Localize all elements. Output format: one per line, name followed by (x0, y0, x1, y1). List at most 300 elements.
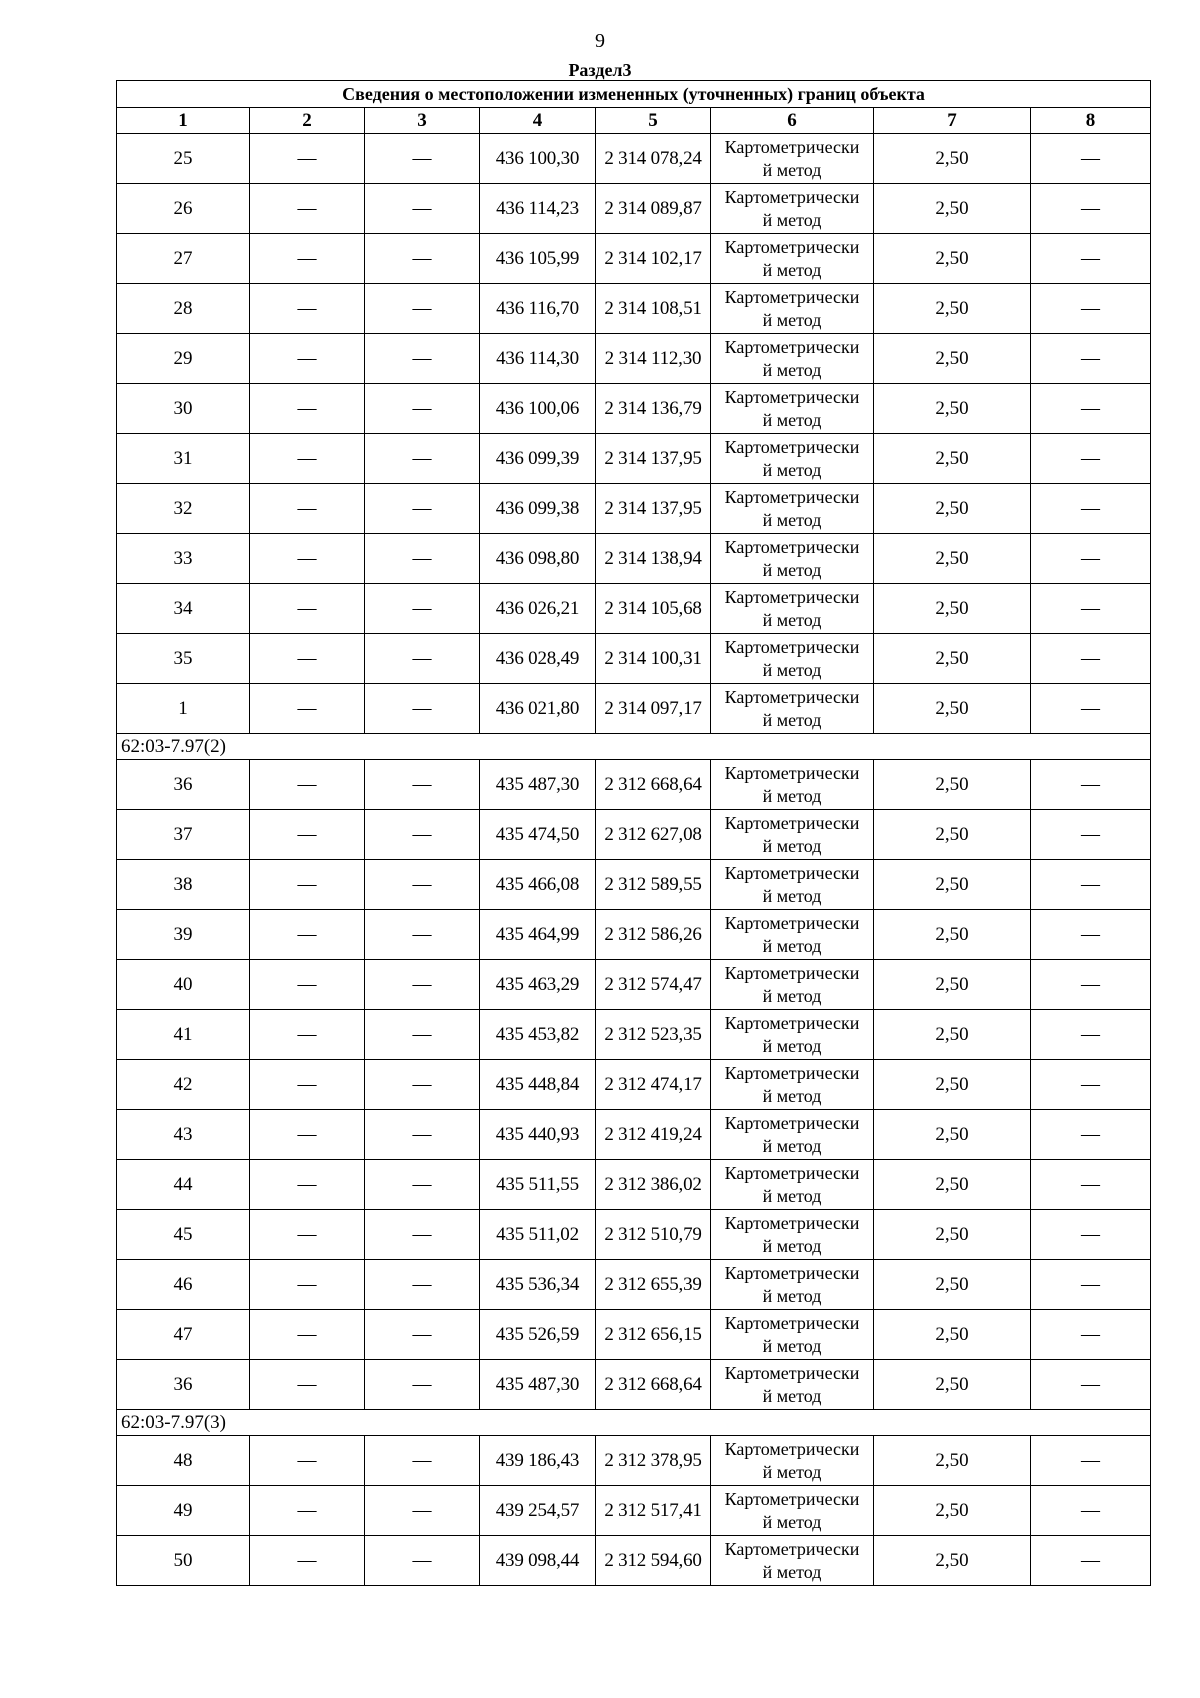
dash-cell: — (1031, 584, 1151, 634)
dash-cell: — (250, 134, 365, 184)
dash-cell: — (250, 634, 365, 684)
method-line-1: Картометрически (724, 636, 860, 657)
table-row (117, 1310, 1151, 1360)
dash-cell: — (365, 1110, 480, 1160)
accuracy-cell: 2,50 (874, 1110, 1031, 1160)
table-row (117, 334, 1151, 384)
point-number-cell: 36 (117, 760, 250, 810)
table-row (117, 1010, 1151, 1060)
table-row (117, 434, 1151, 484)
point-number-cell: 35 (117, 634, 250, 684)
dash-cell: — (250, 184, 365, 234)
method-line-2: й метод (762, 1235, 822, 1256)
method-line-1: Картометрически (724, 386, 860, 407)
coordinate-y-cell: 2 312 419,24 (596, 1110, 711, 1160)
dash-cell: — (365, 584, 480, 634)
dash-cell: — (365, 1436, 480, 1486)
dash-cell: — (1031, 334, 1151, 384)
accuracy-cell: 2,50 (874, 584, 1031, 634)
column-number-row (117, 108, 1151, 134)
accuracy-cell: 2,50 (874, 860, 1031, 910)
method-line-2: й метод (762, 935, 822, 956)
accuracy-cell: 2,50 (874, 1436, 1031, 1486)
dash-cell: — (1031, 1160, 1151, 1210)
coordinate-y-cell: 2 314 105,68 (596, 584, 711, 634)
method-line-2: й метод (762, 509, 822, 530)
table-row (117, 134, 1151, 184)
dash-cell: — (250, 484, 365, 534)
method-cell (711, 1360, 874, 1410)
column-number-3: 3 (365, 108, 480, 134)
dash-cell: — (250, 584, 365, 634)
dash-cell: — (250, 1486, 365, 1536)
method-cell (711, 1110, 874, 1160)
table-row (117, 1536, 1151, 1586)
dash-cell: — (1031, 1436, 1151, 1486)
method-cell (711, 1160, 874, 1210)
dash-cell: — (1031, 810, 1151, 860)
accuracy-cell: 2,50 (874, 434, 1031, 484)
accuracy-cell: 2,50 (874, 810, 1031, 860)
method-line-2: й метод (762, 209, 822, 230)
method-cell (711, 484, 874, 534)
dash-cell: — (1031, 134, 1151, 184)
method-line-1: Картометрически (724, 1162, 860, 1183)
dash-cell: — (365, 960, 480, 1010)
table-row (117, 584, 1151, 634)
table-row (117, 1360, 1151, 1410)
dash-cell: — (1031, 1536, 1151, 1586)
coordinate-y-cell: 2 314 137,95 (596, 434, 711, 484)
coordinate-y-cell: 2 312 656,15 (596, 1310, 711, 1360)
method-line-2: й метод (762, 459, 822, 480)
method-line-2: й метод (762, 1561, 822, 1582)
coordinate-y-cell: 2 314 097,17 (596, 684, 711, 734)
method-line-2: й метод (762, 609, 822, 630)
column-number-6: 6 (711, 108, 874, 134)
coordinate-y-cell: 2 314 102,17 (596, 234, 711, 284)
dash-cell: — (250, 284, 365, 334)
point-number-cell: 36 (117, 1360, 250, 1410)
method-line-1: Картометрически (724, 286, 860, 307)
method-line-2: й метод (762, 659, 822, 680)
coordinate-x-cell: 436 100,06 (480, 384, 596, 434)
point-number-cell: 49 (117, 1486, 250, 1536)
accuracy-cell: 2,50 (874, 1260, 1031, 1310)
coordinate-x-cell: 439 254,57 (480, 1486, 596, 1536)
dash-cell: — (1031, 1310, 1151, 1360)
dash-cell: — (1031, 634, 1151, 684)
group-label: 62:03-7.97(2) (117, 734, 1151, 760)
accuracy-cell: 2,50 (874, 1060, 1031, 1110)
coordinate-x-cell: 435 448,84 (480, 1060, 596, 1110)
dash-cell: — (1031, 284, 1151, 334)
dash-cell: — (1031, 910, 1151, 960)
coordinate-x-cell: 436 105,99 (480, 234, 596, 284)
accuracy-cell: 2,50 (874, 534, 1031, 584)
point-number-cell: 33 (117, 534, 250, 584)
accuracy-cell: 2,50 (874, 284, 1031, 334)
page-number: 9 (595, 30, 605, 52)
dash-cell: — (250, 434, 365, 484)
coordinate-y-cell: 2 312 574,47 (596, 960, 711, 1010)
column-number-8: 8 (1031, 108, 1151, 134)
coordinate-x-cell: 435 526,59 (480, 1310, 596, 1360)
method-line-2: й метод (762, 1461, 822, 1482)
table-caption: Сведения о местоположении измененных (уточненных) границ объекта (117, 81, 1151, 108)
method-line-1: Картометрически (724, 486, 860, 507)
table-row (117, 684, 1151, 734)
method-line-2: й метод (762, 785, 822, 806)
method-line-1: Картометрически (724, 686, 860, 707)
method-line-1: Картометрически (724, 762, 860, 783)
dash-cell: — (365, 1536, 480, 1586)
dash-cell: — (365, 1360, 480, 1410)
coordinate-y-cell: 2 314 112,30 (596, 334, 711, 384)
dash-cell: — (250, 684, 365, 734)
dash-cell: — (1031, 484, 1151, 534)
point-number-cell: 48 (117, 1436, 250, 1486)
method-line-1: Картометрически (724, 186, 860, 207)
dash-cell: — (250, 810, 365, 860)
point-number-cell: 45 (117, 1210, 250, 1260)
table-row (117, 910, 1151, 960)
coordinate-x-cell: 439 098,44 (480, 1536, 596, 1586)
method-cell (711, 284, 874, 334)
coordinate-x-cell: 435 536,34 (480, 1260, 596, 1310)
method-cell (711, 434, 874, 484)
point-number-cell: 27 (117, 234, 250, 284)
method-cell (711, 1536, 874, 1586)
method-cell (711, 1310, 874, 1360)
point-number-cell: 46 (117, 1260, 250, 1310)
method-line-1: Картометрически (724, 436, 860, 457)
method-cell (711, 334, 874, 384)
method-line-2: й метод (762, 1085, 822, 1106)
point-number-cell: 38 (117, 860, 250, 910)
dash-cell: — (250, 334, 365, 384)
column-number-2: 2 (250, 108, 365, 134)
dash-cell: — (250, 1360, 365, 1410)
dash-cell: — (365, 810, 480, 860)
point-number-cell: 32 (117, 484, 250, 534)
dash-cell: — (1031, 1486, 1151, 1536)
dash-cell: — (365, 1010, 480, 1060)
accuracy-cell: 2,50 (874, 334, 1031, 384)
table-row (117, 860, 1151, 910)
method-cell (711, 810, 874, 860)
dash-cell: — (1031, 234, 1151, 284)
dash-cell: — (365, 1210, 480, 1260)
accuracy-cell: 2,50 (874, 684, 1031, 734)
dash-cell: — (365, 860, 480, 910)
accuracy-cell: 2,50 (874, 384, 1031, 434)
coordinate-y-cell: 2 314 078,24 (596, 134, 711, 184)
method-line-1: Картометрически (724, 1112, 860, 1133)
dash-cell: — (1031, 534, 1151, 584)
group-row (117, 734, 1151, 760)
dash-cell: — (365, 134, 480, 184)
method-cell (711, 1436, 874, 1486)
coordinate-x-cell: 435 511,55 (480, 1160, 596, 1210)
table-row (117, 1486, 1151, 1536)
accuracy-cell: 2,50 (874, 960, 1031, 1010)
dash-cell: — (365, 384, 480, 434)
method-line-1: Картометрически (724, 1438, 860, 1459)
column-number-4: 4 (480, 108, 596, 134)
dash-cell: — (250, 860, 365, 910)
accuracy-cell: 2,50 (874, 184, 1031, 234)
accuracy-cell: 2,50 (874, 634, 1031, 684)
dash-cell: — (1031, 684, 1151, 734)
method-line-2: й метод (762, 1035, 822, 1056)
coordinate-x-cell: 436 098,80 (480, 534, 596, 584)
method-cell (711, 584, 874, 634)
method-cell (711, 234, 874, 284)
dash-cell: — (1031, 434, 1151, 484)
dash-cell: — (365, 1310, 480, 1360)
table-row (117, 484, 1151, 534)
coordinate-x-cell: 436 114,30 (480, 334, 596, 384)
dash-cell: — (1031, 960, 1151, 1010)
method-line-2: й метод (762, 409, 822, 430)
accuracy-cell: 2,50 (874, 1210, 1031, 1260)
dash-cell: — (365, 684, 480, 734)
accuracy-cell: 2,50 (874, 1160, 1031, 1210)
table-row (117, 184, 1151, 234)
table-row (117, 284, 1151, 334)
accuracy-cell: 2,50 (874, 1486, 1031, 1536)
dash-cell: — (250, 1536, 365, 1586)
method-line-2: й метод (762, 1511, 822, 1532)
coordinate-y-cell: 2 312 668,64 (596, 1360, 711, 1410)
method-line-2: й метод (762, 1285, 822, 1306)
dash-cell: — (250, 1310, 365, 1360)
method-cell (711, 134, 874, 184)
method-line-2: й метод (762, 709, 822, 730)
method-line-1: Картометрически (724, 1362, 860, 1383)
dash-cell: — (250, 1060, 365, 1110)
method-cell (711, 1210, 874, 1260)
dash-cell: — (1031, 384, 1151, 434)
point-number-cell: 37 (117, 810, 250, 860)
method-line-2: й метод (762, 359, 822, 380)
accuracy-cell: 2,50 (874, 1536, 1031, 1586)
point-number-cell: 40 (117, 960, 250, 1010)
coordinate-x-cell: 439 186,43 (480, 1436, 596, 1486)
dash-cell: — (365, 1486, 480, 1536)
coordinate-y-cell: 2 314 138,94 (596, 534, 711, 584)
coordinate-x-cell: 436 099,39 (480, 434, 596, 484)
coordinate-y-cell: 2 312 517,41 (596, 1486, 711, 1536)
method-line-2: й метод (762, 1385, 822, 1406)
dash-cell: — (365, 184, 480, 234)
dash-cell: — (365, 334, 480, 384)
dash-cell: — (365, 634, 480, 684)
coordinate-y-cell: 2 314 136,79 (596, 384, 711, 434)
method-line-1: Картометрически (724, 862, 860, 883)
coordinate-y-cell: 2 312 655,39 (596, 1260, 711, 1310)
coordinate-y-cell: 2 312 589,55 (596, 860, 711, 910)
method-cell (711, 1486, 874, 1536)
coordinate-x-cell: 435 511,02 (480, 1210, 596, 1260)
point-number-cell: 41 (117, 1010, 250, 1060)
coordinate-y-cell: 2 312 627,08 (596, 810, 711, 860)
point-number-cell: 42 (117, 1060, 250, 1110)
accuracy-cell: 2,50 (874, 234, 1031, 284)
column-number-5: 5 (596, 108, 711, 134)
table-row (117, 1060, 1151, 1110)
coordinate-y-cell: 2 314 089,87 (596, 184, 711, 234)
dash-cell: — (250, 1160, 365, 1210)
coordinate-x-cell: 435 474,50 (480, 810, 596, 860)
table-row (117, 234, 1151, 284)
column-number-1: 1 (117, 108, 250, 134)
table-row (117, 760, 1151, 810)
dash-cell: — (1031, 860, 1151, 910)
accuracy-cell: 2,50 (874, 1360, 1031, 1410)
dash-cell: — (365, 1160, 480, 1210)
accuracy-cell: 2,50 (874, 134, 1031, 184)
coordinate-y-cell: 2 312 378,95 (596, 1436, 711, 1486)
accuracy-cell: 2,50 (874, 1010, 1031, 1060)
dash-cell: — (365, 1260, 480, 1310)
dash-cell: — (365, 760, 480, 810)
table-row (117, 1160, 1151, 1210)
method-line-1: Картометрически (724, 1062, 860, 1083)
method-cell (711, 1010, 874, 1060)
accuracy-cell: 2,50 (874, 1310, 1031, 1360)
table-row (117, 1260, 1151, 1310)
method-cell (711, 1260, 874, 1310)
coordinate-x-cell: 436 026,21 (480, 584, 596, 634)
coordinate-x-cell: 436 028,49 (480, 634, 596, 684)
dash-cell: — (1031, 1110, 1151, 1160)
point-number-cell: 34 (117, 584, 250, 634)
coordinate-y-cell: 2 312 586,26 (596, 910, 711, 960)
coordinate-x-cell: 436 099,38 (480, 484, 596, 534)
method-cell (711, 1060, 874, 1110)
coordinate-x-cell: 435 487,30 (480, 1360, 596, 1410)
dash-cell: — (1031, 1210, 1151, 1260)
table-row (117, 1436, 1151, 1486)
point-number-cell: 1 (117, 684, 250, 734)
coordinate-x-cell: 435 440,93 (480, 1110, 596, 1160)
dash-cell: — (250, 384, 365, 434)
point-number-cell: 26 (117, 184, 250, 234)
method-line-2: й метод (762, 885, 822, 906)
method-line-1: Картометрически (724, 812, 860, 833)
dash-cell: — (250, 910, 365, 960)
method-cell (711, 634, 874, 684)
coordinate-x-cell: 435 463,29 (480, 960, 596, 1010)
dash-cell: — (1031, 1360, 1151, 1410)
method-line-2: й метод (762, 259, 822, 280)
method-line-1: Картометрически (724, 1312, 860, 1333)
accuracy-cell: 2,50 (874, 484, 1031, 534)
coordinate-y-cell: 2 312 668,64 (596, 760, 711, 810)
table-row (117, 634, 1151, 684)
method-line-1: Картометрически (724, 1262, 860, 1283)
group-row (117, 1410, 1151, 1436)
method-cell (711, 860, 874, 910)
coordinate-y-cell: 2 314 108,51 (596, 284, 711, 334)
point-number-cell: 25 (117, 134, 250, 184)
dash-cell: — (250, 1260, 365, 1310)
section-title: Раздел3 (568, 60, 632, 80)
dash-cell: — (1031, 760, 1151, 810)
method-cell (711, 910, 874, 960)
method-line-2: й метод (762, 159, 822, 180)
method-line-2: й метод (762, 1185, 822, 1206)
point-number-cell: 44 (117, 1160, 250, 1210)
coordinate-y-cell: 2 314 137,95 (596, 484, 711, 534)
dash-cell: — (250, 1210, 365, 1260)
method-line-1: Картометрически (724, 1212, 860, 1233)
point-number-cell: 43 (117, 1110, 250, 1160)
point-number-cell: 47 (117, 1310, 250, 1360)
dash-cell: — (365, 434, 480, 484)
method-line-2: й метод (762, 559, 822, 580)
method-line-1: Картометрически (724, 586, 860, 607)
point-number-cell: 50 (117, 1536, 250, 1586)
dash-cell: — (250, 1010, 365, 1060)
coordinate-y-cell: 2 314 100,31 (596, 634, 711, 684)
method-line-1: Картометрически (724, 912, 860, 933)
method-cell (711, 384, 874, 434)
method-line-1: Картометрически (724, 536, 860, 557)
dash-cell: — (250, 1110, 365, 1160)
dash-cell: — (1031, 1260, 1151, 1310)
dash-cell: — (250, 1436, 365, 1486)
method-line-1: Картометрически (724, 1538, 860, 1559)
method-cell (711, 684, 874, 734)
coordinate-y-cell: 2 312 386,02 (596, 1160, 711, 1210)
coordinate-x-cell: 435 466,08 (480, 860, 596, 910)
dash-cell: — (365, 284, 480, 334)
point-number-cell: 31 (117, 434, 250, 484)
group-label: 62:03-7.97(3) (117, 1410, 1151, 1436)
dash-cell: — (250, 760, 365, 810)
coordinate-x-cell: 436 114,23 (480, 184, 596, 234)
dash-cell: — (365, 234, 480, 284)
method-line-1: Картометрически (724, 962, 860, 983)
method-line-1: Картометрически (724, 336, 860, 357)
method-line-1: Картометрически (724, 236, 860, 257)
coordinate-x-cell: 436 100,30 (480, 134, 596, 184)
accuracy-cell: 2,50 (874, 910, 1031, 960)
table-body (117, 134, 1151, 1586)
dash-cell: — (365, 534, 480, 584)
point-number-cell: 39 (117, 910, 250, 960)
dash-cell: — (250, 960, 365, 1010)
dash-cell: — (1031, 1060, 1151, 1110)
table-row (117, 810, 1151, 860)
dash-cell: — (365, 484, 480, 534)
dash-cell: — (250, 234, 365, 284)
dash-cell: — (250, 534, 365, 584)
method-line-2: й метод (762, 1335, 822, 1356)
dash-cell: — (1031, 1010, 1151, 1060)
table-row (117, 1110, 1151, 1160)
method-cell (711, 534, 874, 584)
point-number-cell: 30 (117, 384, 250, 434)
table-row (117, 1210, 1151, 1260)
method-line-1: Картометрически (724, 1012, 860, 1033)
coordinate-y-cell: 2 312 523,35 (596, 1010, 711, 1060)
method-line-2: й метод (762, 835, 822, 856)
coordinate-x-cell: 435 453,82 (480, 1010, 596, 1060)
